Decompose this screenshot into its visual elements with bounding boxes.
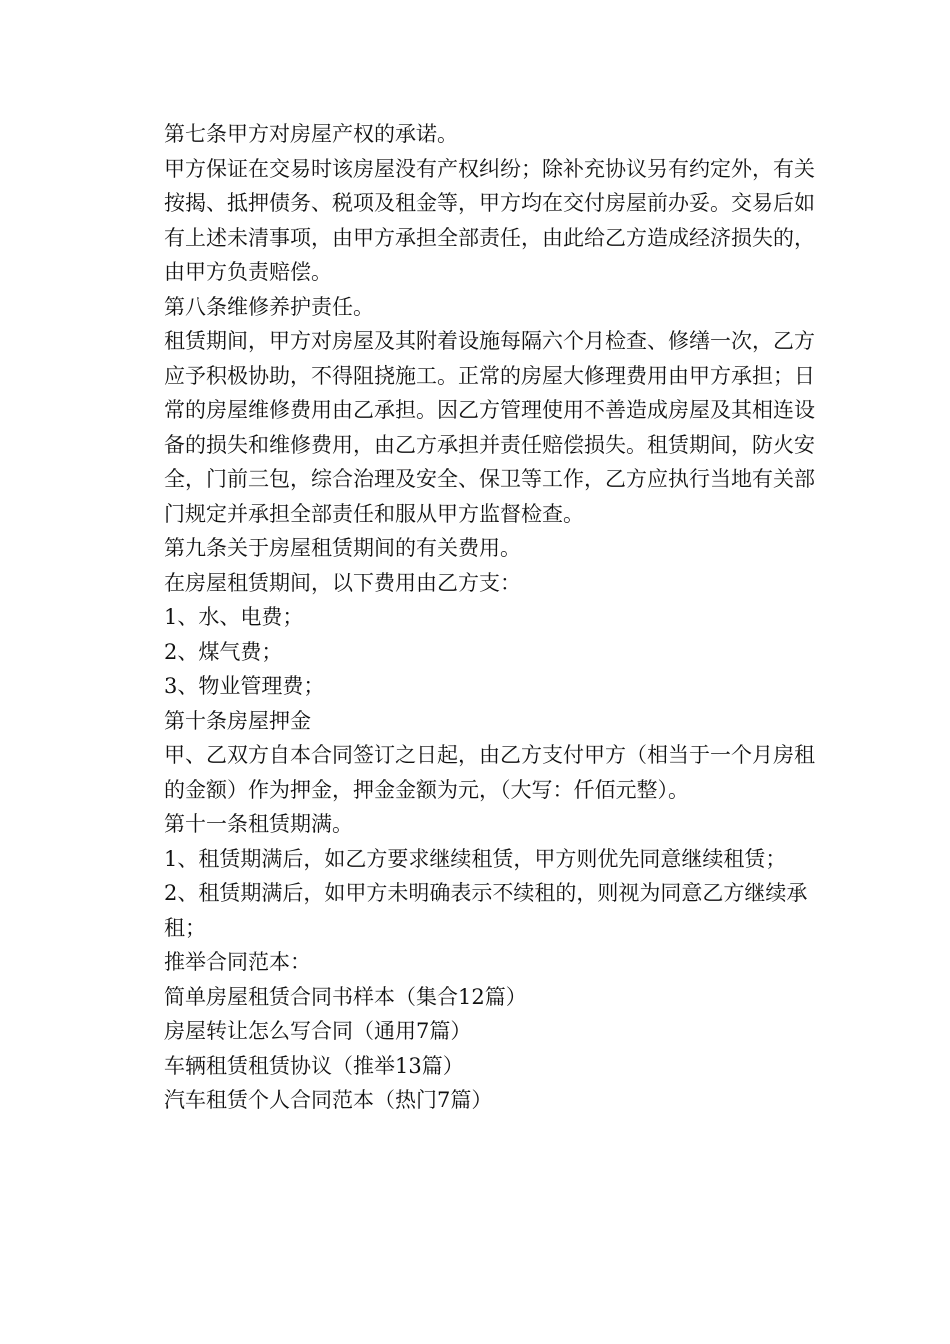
article-11-item-2: 2、租赁期满后，如甲方未明确表示不续租的，则视为同意乙方继续承租；: [164, 881, 808, 940]
article-11-title: 第十一条租赁期满。: [164, 812, 353, 836]
article-9-item-3: 3、物业管理费；: [164, 674, 325, 698]
document-body: [143, 117, 823, 1118]
recommend-link[interactable]: 房屋转让怎么写合同（通用7篇）: [164, 1019, 472, 1043]
article-7-title: 第七条甲方对房屋产权的承诺。: [164, 122, 458, 146]
recommend-title: 推举合同范本：: [164, 950, 311, 974]
article-7-body: 甲方保证在交易时该房屋没有产权纠纷；除补充协议另有约定外，有关按揭、抵押债务、税项及租金等，甲方均在交付房屋前办妥。交易后如有上述未清事项，由甲方承担全部责任，由此给乙方造成经济损失的，由甲方负责赔偿。: [164, 156, 815, 284]
recommend-link[interactable]: 车辆租赁租赁协议（推举13篇）: [164, 1053, 464, 1078]
article-9-title: 第九条关于房屋租赁期间的有关费用。: [164, 536, 521, 560]
recommend-link[interactable]: 简单房屋租赁合同书样本（集合12篇）: [164, 984, 527, 1009]
article-9-item-1: 1、水、电费；: [164, 605, 304, 629]
article-10-body: 甲、乙双方自本合同签订之日起，由乙方支付甲方（相当于一个月房租的金额）作为押金，押金金额为元，（大写：仟佰元整）。: [164, 743, 815, 802]
article-8-body: 租赁期间，甲方对房屋及其附着设施每隔六个月检查、修缮一次，乙方应予积极协助，不得阻挠施工。正常的房屋大修理费用由甲方承担；日常的房屋维修费用由乙承担。因乙方管理使用不善造成房屋及其相连设备的损失和维修费用，由乙方承担并责任赔偿损失。租赁期间，防火安全，门前三包，综合治理及安全、保卫等工作，乙方应执行当地有关部门规定并承担全部责任和服从甲方监督检查。: [164, 329, 815, 526]
article-9-item-2: 2、煤气费；: [164, 639, 283, 664]
article-8-title: 第八条维修养护责任。: [164, 294, 374, 319]
article-9-intro: 在房屋租赁期间，以下费用由乙方支：: [164, 570, 521, 595]
article-11-item-1: 1、租赁期满后，如乙方要求继续租赁，甲方则优先同意继续租赁；: [164, 846, 787, 871]
recommend-link[interactable]: 汽车租赁个人合同范本（热门7篇）: [164, 1088, 493, 1112]
article-10-title: 第十条房屋押金: [164, 708, 311, 733]
